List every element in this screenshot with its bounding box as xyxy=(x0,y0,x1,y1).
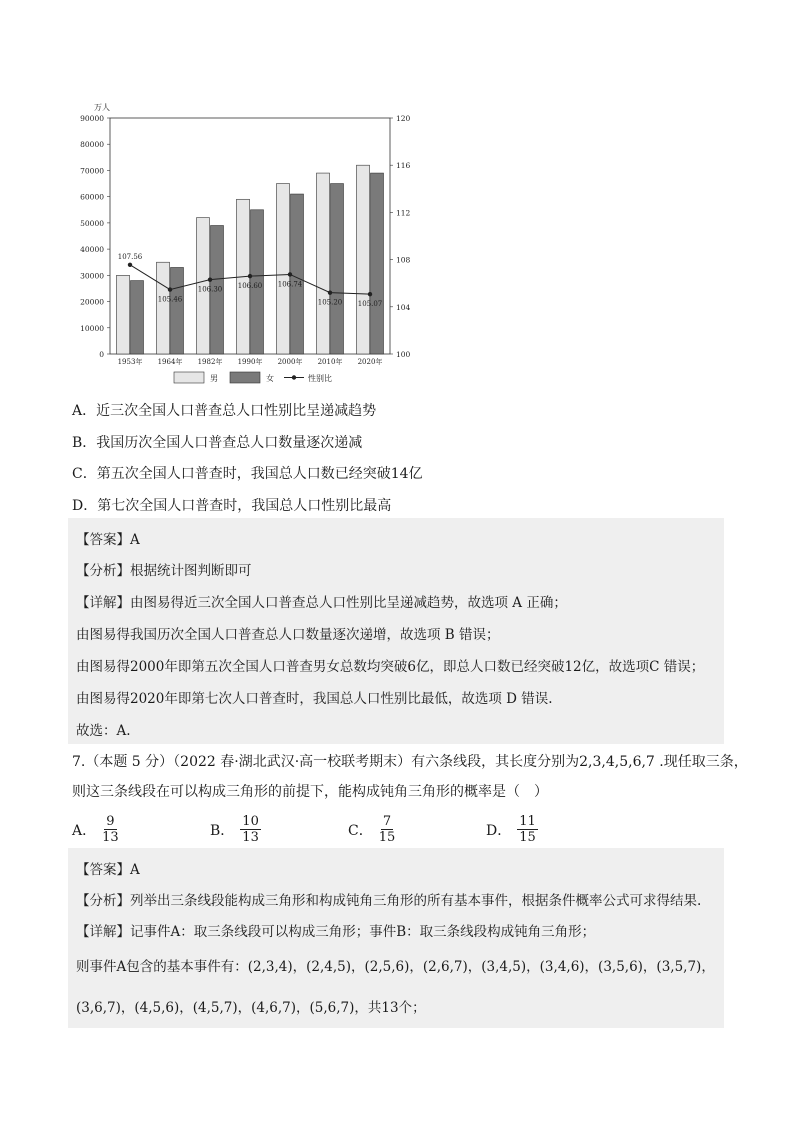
ratio-label: 105.46 xyxy=(157,295,183,304)
x-axis-labels xyxy=(118,357,383,366)
legend-line-dot xyxy=(292,375,296,379)
q7-option-c xyxy=(348,814,395,845)
bar-female xyxy=(371,173,384,354)
bar-female xyxy=(171,267,184,354)
right-tick-label: 108 xyxy=(396,255,411,265)
q6-option-c: C．第五次全国人口普查时，我国总人口数已经突破14亿 xyxy=(72,466,423,482)
q6-detail-5: 故选：A. xyxy=(76,723,131,739)
bar-male xyxy=(277,184,290,354)
q7-option-c-den: 15 xyxy=(378,830,396,845)
q7-option-d-label: D． xyxy=(486,822,512,839)
plot-frame xyxy=(110,118,390,354)
ratio-point xyxy=(248,274,252,278)
bar-female xyxy=(291,194,304,354)
ratio-label: 106.30 xyxy=(197,285,223,294)
q6-detail-2: 由图易得我国历次全国人口普查总人口数量逐次递增，故选项 B 错误； xyxy=(76,627,500,643)
q7-option-d xyxy=(486,814,538,845)
left-tick-label: 0 xyxy=(99,350,104,359)
ratio-label: 106.74 xyxy=(277,280,303,289)
left-tick-label: 50000 xyxy=(80,218,104,228)
q7-answer: 【答案】A xyxy=(76,862,140,878)
q7-option-b-label: B． xyxy=(210,822,235,839)
x-tick-label: 1982年 xyxy=(197,358,223,366)
right-tick-label: 100 xyxy=(396,350,411,359)
x-tick-label: 2000年 xyxy=(277,358,303,366)
q7-stem-line1: 7.（本题 5 分）（2022 春·湖北武汉·高一校联考期末）有六条线段，其长度分别为2,3,4,5,6,7 .现任取三条， xyxy=(72,754,748,770)
ratio-point xyxy=(328,290,332,294)
x-tick-label: 1990年 xyxy=(237,358,263,366)
q7-option-b-den: 13 xyxy=(242,830,259,845)
q7-detail-1: 【详解】记事件A：取三条线段可以构成三角形；事件B：取三条线段构成钝角三角形； xyxy=(76,924,596,940)
q6-answer: 【答案】A xyxy=(76,532,140,548)
legend-female-label: 女 xyxy=(266,374,274,383)
bars xyxy=(117,165,384,354)
q7-stem-line2: 则这三条线段在可以构成三角形的前提下，能构成钝角三角形的概率是（ ） xyxy=(72,784,548,800)
q7-option-a-num: 9 xyxy=(106,814,115,829)
q6-option-a: A．近三次全国人口普查总人口性别比呈递减趋势 xyxy=(72,403,377,419)
q6-option-d: D．第七次全国人口普查时，我国总人口性别比最高 xyxy=(72,498,392,514)
ratio-label: 105.07 xyxy=(357,300,383,309)
q7-detail-3: (3,6,7)，(4,5,6)，(4,5,7)，(4,6,7)，(5,6,7)，共13个； xyxy=(76,1000,426,1016)
x-tick-label: 1964年 xyxy=(157,358,183,366)
q6-detail-4: 由图易得2020年即第七次人口普查时，我国总人口性别比最低，故选项 D 错误. xyxy=(76,691,553,707)
left-tick-label: 90000 xyxy=(80,114,104,123)
q7-option-b-num: 10 xyxy=(242,814,259,829)
q7-option-b xyxy=(210,814,261,845)
q7-option-d-den: 15 xyxy=(519,830,536,845)
q6-analysis: 【分析】根据统计图判断即可 xyxy=(76,563,252,579)
left-tick-label: 10000 xyxy=(80,323,104,333)
ratio-point xyxy=(368,292,372,296)
ratio-label: 105.20 xyxy=(317,298,343,307)
q6-detail-1: 【详解】由图易得近三次全国人口普查总人口性别比呈递减趋势，故选项 A 正确； xyxy=(76,595,567,611)
q7-option-a-den: 13 xyxy=(102,830,119,845)
q7-option-c-label: C． xyxy=(348,822,373,839)
left-tick-label: 30000 xyxy=(80,271,104,281)
bar-male xyxy=(157,262,170,354)
left-tick-label: 80000 xyxy=(80,140,104,150)
q7-detail-2: 则事件A包含的基本事件有：(2,3,4)，(2,4,5)，(2,5,6)，(2,6,7)，(3,4,5)，(3,4,6)，(3,5,6)，(3,5,7)， xyxy=(76,959,715,975)
legend-male-label: 男 xyxy=(210,374,218,383)
q7-option-c-num: 7 xyxy=(382,814,392,829)
right-tick-label: 104 xyxy=(396,302,411,312)
right-axis-ticks xyxy=(390,114,411,359)
bar-male xyxy=(117,275,130,354)
ratio-point xyxy=(208,277,212,281)
x-tick-label: 1953年 xyxy=(117,358,143,366)
population-chart xyxy=(70,98,415,388)
bar-female xyxy=(131,281,144,354)
ratio-label: 107.56 xyxy=(117,252,143,261)
left-axis-ticks xyxy=(80,114,110,359)
q7-option-a xyxy=(72,814,119,845)
q7-option-d-num: 11 xyxy=(519,814,536,829)
ratio-label: 106.60 xyxy=(237,282,263,291)
right-tick-label: 116 xyxy=(396,161,411,171)
q7-analysis: 【分析】列举出三条线段能构成三角形和构成钝角三角形的所有基本事件，根据条件概率公式可求得结果. xyxy=(76,893,702,909)
bar-female xyxy=(331,184,344,354)
legend-female-swatch xyxy=(230,372,260,383)
ratio-point xyxy=(128,263,132,267)
left-axis-label: 万人 xyxy=(94,103,110,112)
right-tick-label: 120 xyxy=(396,114,411,123)
left-tick-label: 70000 xyxy=(80,166,104,176)
left-tick-label: 40000 xyxy=(80,245,104,255)
legend-male-swatch xyxy=(174,372,204,383)
bar-male xyxy=(357,165,370,354)
ratio-point xyxy=(168,287,172,291)
q6-detail-3: 由图易得2000年即第五次全国人口普查男女总数均突破6亿，即总人口数已经突破12亿，故选项C 错误； xyxy=(76,659,705,675)
q7-option-a-label: A． xyxy=(72,822,97,839)
legend-ratio-label: 性别比 xyxy=(308,374,332,383)
left-tick-label: 60000 xyxy=(80,192,104,202)
bar-male xyxy=(317,173,330,354)
x-tick-label: 2010年 xyxy=(317,358,343,366)
right-tick-label: 112 xyxy=(396,208,411,218)
x-tick-label: 2020年 xyxy=(357,358,383,366)
q6-option-b: B．我国历次全国人口普查总人口数量逐次递减 xyxy=(72,435,363,451)
ratio-point xyxy=(288,272,292,276)
left-tick-label: 20000 xyxy=(80,297,104,307)
